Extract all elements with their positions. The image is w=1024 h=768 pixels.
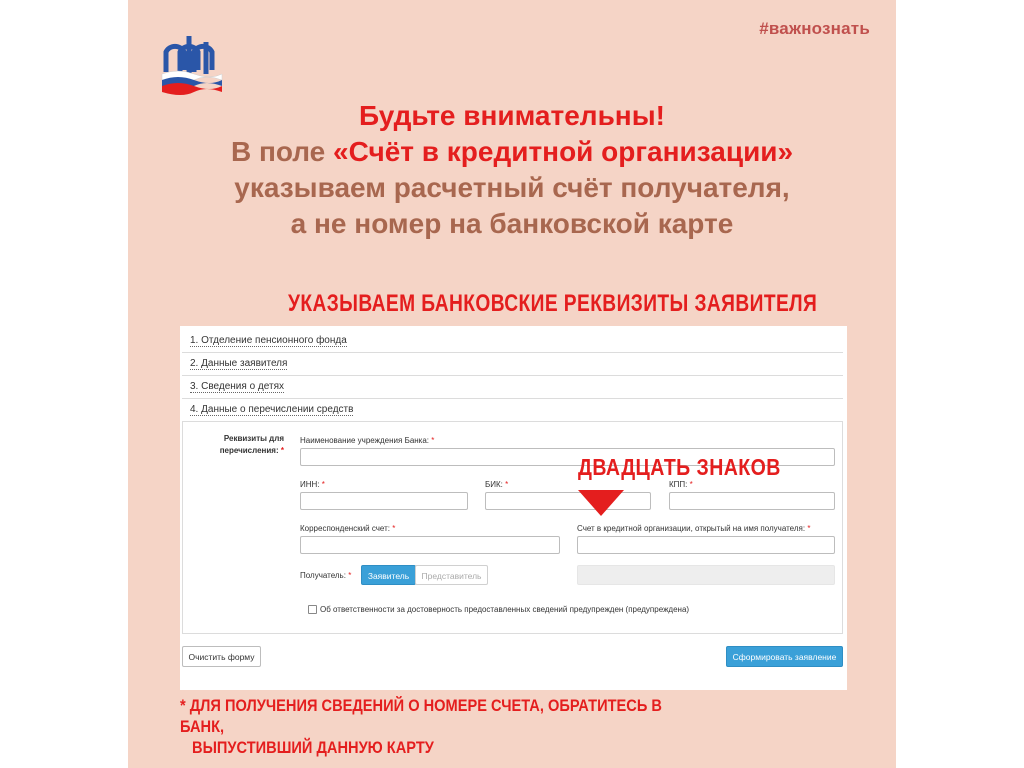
responsibility-text: Об ответственности за достоверность предоставленных сведений предупрежден (предупреждена)	[320, 605, 690, 614]
account-input[interactable]	[577, 536, 835, 554]
section-label-line2-text: перечисления:	[219, 446, 279, 455]
required-mark: *	[392, 524, 396, 533]
headline-line2	[128, 134, 896, 170]
accordion-item-children[interactable]	[182, 376, 843, 399]
corr-account-label	[300, 524, 395, 533]
down-arrow-icon	[578, 490, 624, 516]
footnote	[180, 695, 696, 758]
form-screenshot	[180, 326, 847, 690]
clear-form-button[interactable]: Очистить форму	[182, 646, 261, 667]
inn-input[interactable]	[300, 492, 468, 510]
accordion-label: 4. Данные о перечислении средств	[190, 404, 354, 415]
account-label-text: Счет в кредитной организации, открытый на имя получателя:	[577, 524, 806, 533]
bik-label-text: БИК:	[485, 480, 503, 489]
section-label	[208, 433, 284, 457]
footnote-line2: ВЫПУСТИВШИЙ ДАННУЮ КАРТУ	[192, 738, 434, 757]
accordion-item-pension-fund[interactable]	[182, 330, 843, 353]
hashtag: #важнознать	[759, 19, 870, 38]
poster	[128, 0, 896, 768]
recipient-representative-button[interactable]: Представитель	[415, 565, 488, 585]
bik-input[interactable]	[485, 492, 651, 510]
corr-account-label-text: Корреспонденский счет:	[300, 524, 390, 533]
submit-button[interactable]: Сформировать заявление	[726, 646, 843, 667]
accordion-label: 3. Сведения о детях	[190, 381, 284, 392]
bik-label	[485, 480, 508, 489]
headline-line4: а не номер на банковской карте	[290, 208, 734, 239]
headline-line2-prefix: В поле	[230, 136, 334, 167]
required-mark: *	[505, 480, 509, 489]
corr-account-input[interactable]	[300, 536, 560, 554]
kpp-label	[669, 480, 693, 489]
required-mark: *	[689, 480, 693, 489]
bank-name-label-text: Наименование учреждения Банка:	[300, 436, 430, 445]
accordion-label: 2. Данные заявителя	[190, 358, 288, 369]
required-mark: *	[321, 480, 325, 489]
representative-input-disabled	[577, 565, 835, 585]
checkbox-icon[interactable]	[308, 605, 317, 614]
form-heading: УКАЗЫВАЕМ БАНКОВСКИЕ РЕКВИЗИТЫ ЗАЯВИТЕЛЯ	[288, 290, 818, 317]
required-mark: *	[431, 436, 435, 445]
account-label	[577, 524, 810, 533]
accordion-label: 1. Отделение пенсионного фонда	[190, 335, 347, 346]
footnote-line1: * ДЛЯ ПОЛУЧЕНИЯ СВЕДЕНИЙ О НОМЕРЕ СЧЕТА, ОБРАТИТЕСЬ В БАНК,	[180, 696, 662, 736]
headline-field-name: «Счёт в кредитной организации»	[333, 136, 794, 167]
headline-line1: Будьте внимательны!	[359, 100, 665, 131]
required-mark: *	[348, 571, 352, 580]
section-label-line1: Реквизиты для	[223, 434, 284, 443]
required-mark: *	[280, 446, 284, 455]
accordion-item-transfer[interactable]	[182, 399, 843, 422]
inn-label-text: ИНН:	[300, 480, 320, 489]
recipient-applicant-button[interactable]: Заявитель	[361, 565, 416, 585]
bank-name-label	[300, 436, 434, 445]
required-mark: *	[807, 524, 811, 533]
headline	[128, 98, 896, 242]
headline-line3: указываем расчетный счёт получателя,	[234, 172, 790, 203]
inn-label	[300, 480, 325, 489]
recipient-label	[300, 571, 351, 580]
recipient-label-text: Получатель:	[300, 571, 346, 580]
twenty-chars-annotation: ДВАДЦАТЬ ЗНАКОВ	[578, 454, 781, 480]
pfr-logo-icon	[158, 26, 224, 96]
section-label-line2	[208, 445, 284, 457]
kpp-label-text: КПП:	[669, 480, 688, 489]
accordion-item-applicant[interactable]	[182, 353, 843, 376]
kpp-input[interactable]	[669, 492, 835, 510]
